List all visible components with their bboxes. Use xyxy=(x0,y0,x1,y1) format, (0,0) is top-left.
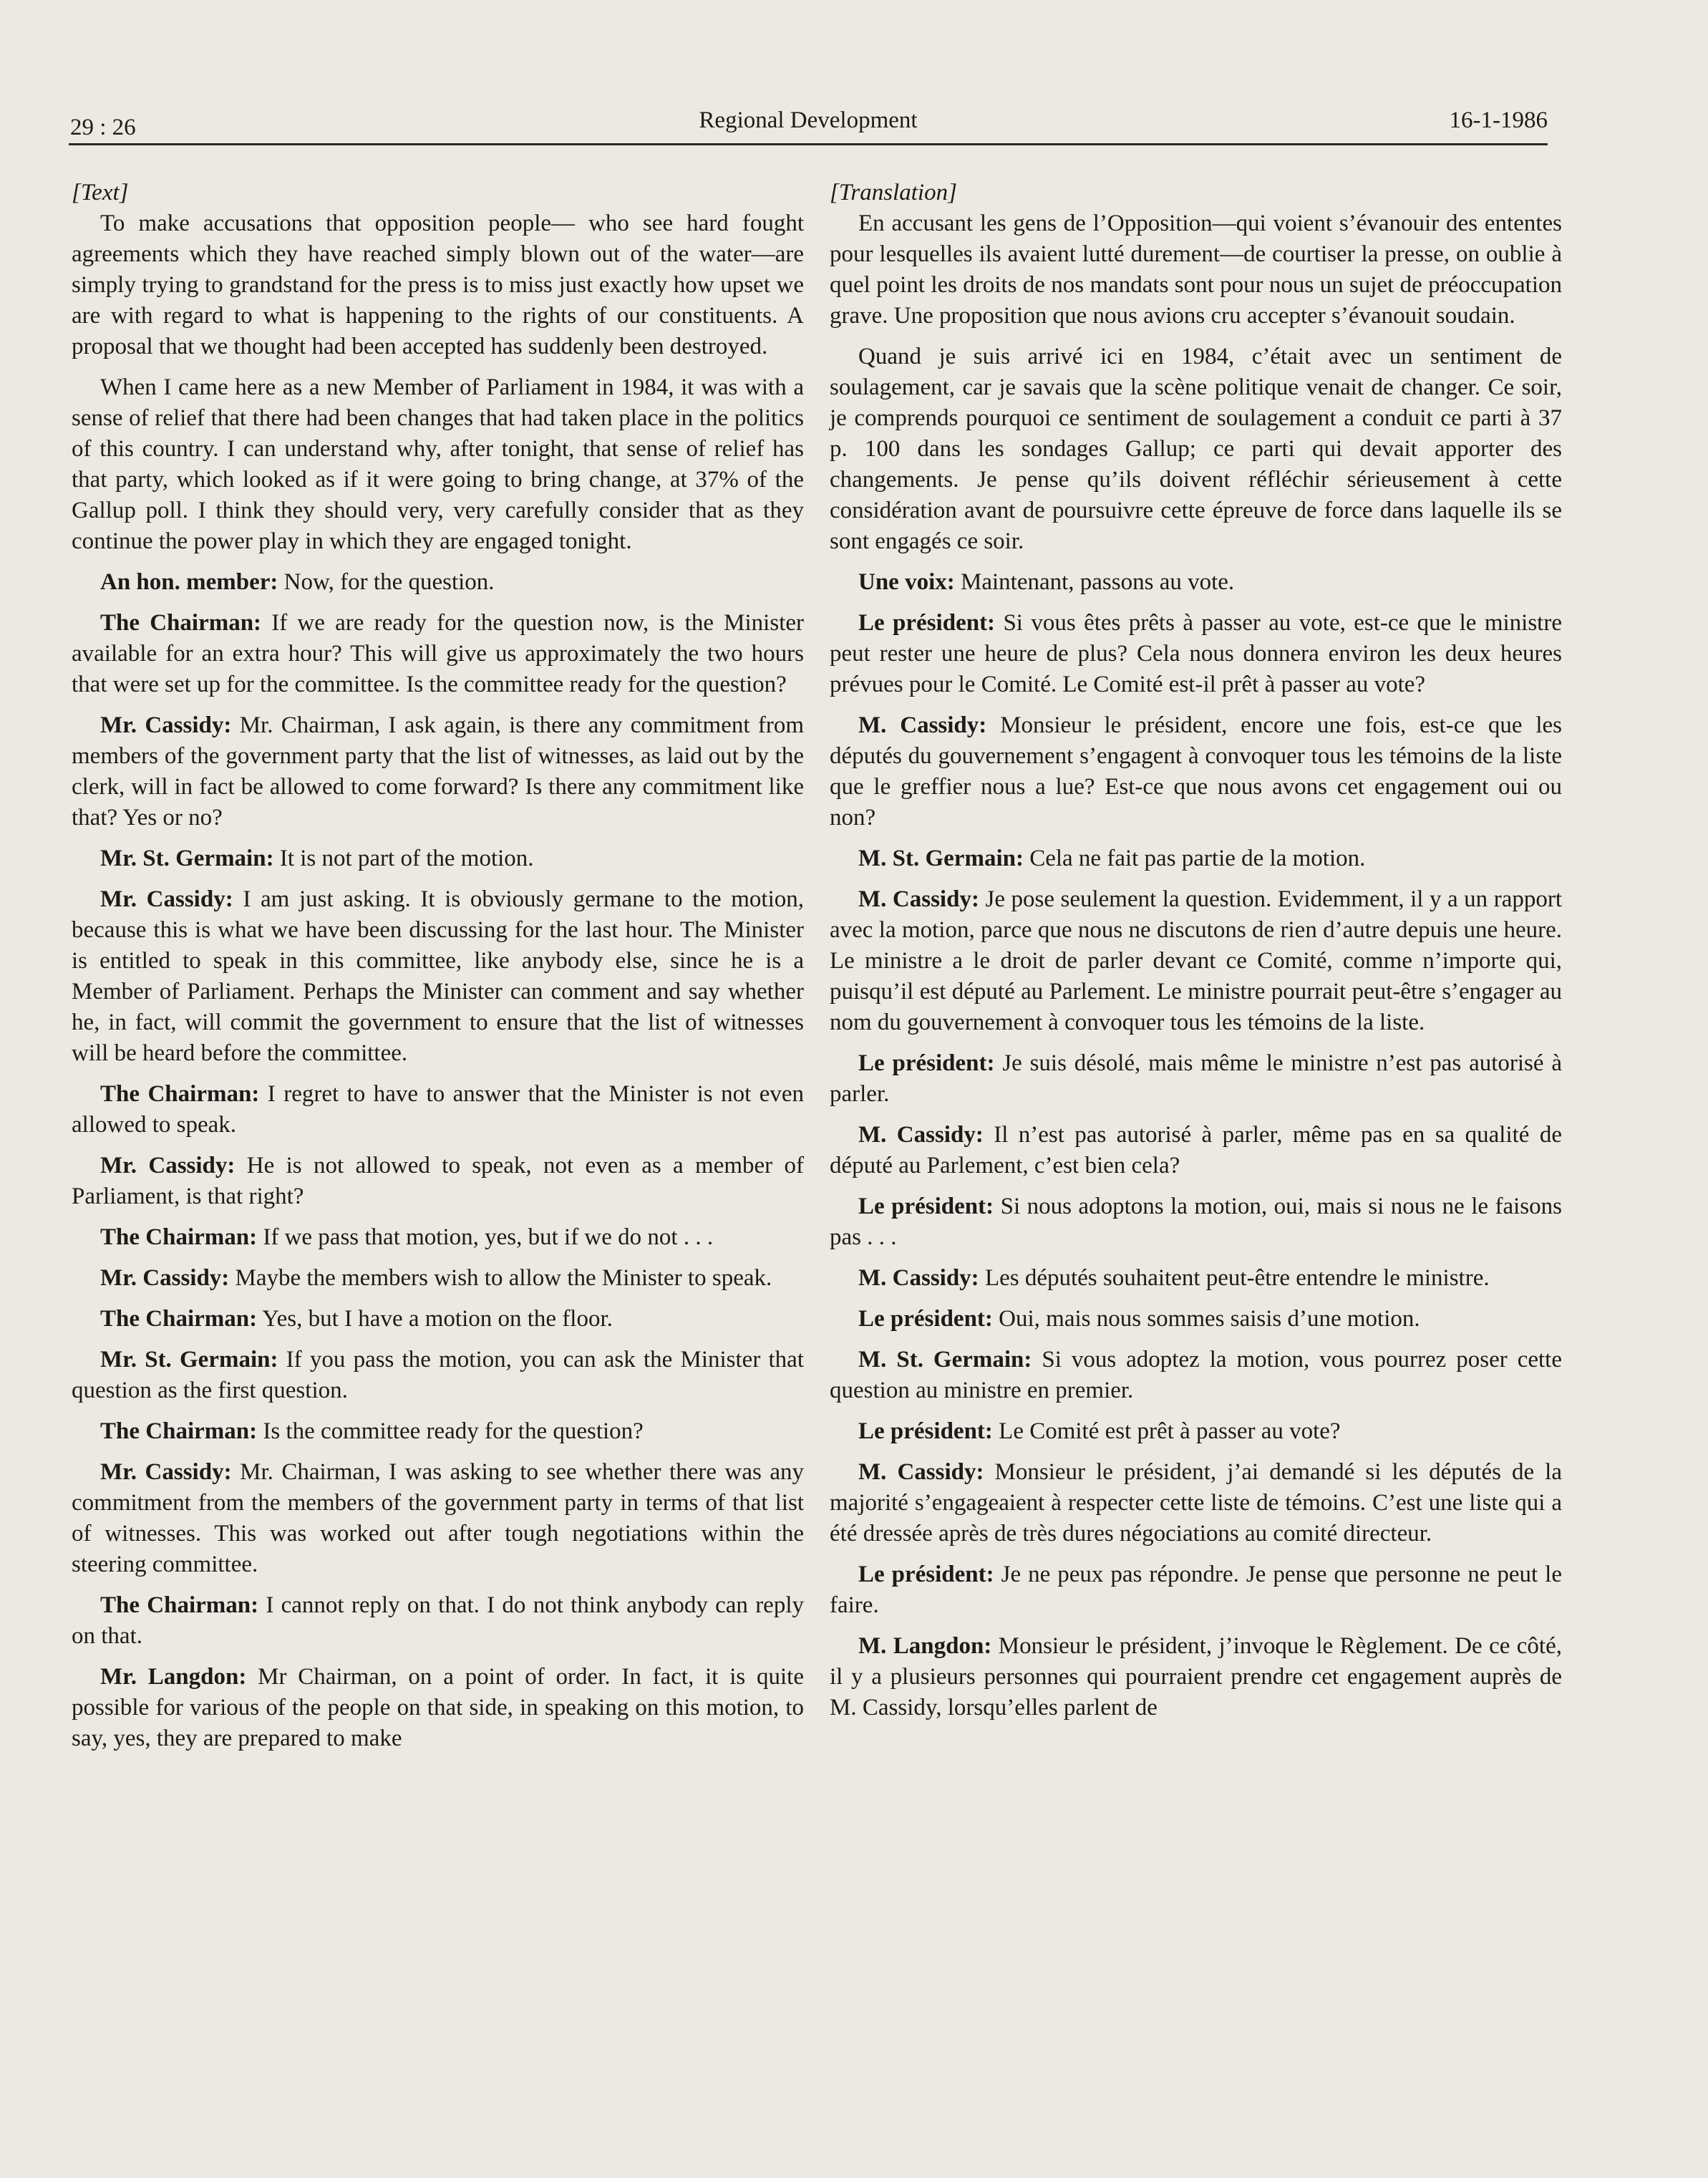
speech xyxy=(830,1304,1562,1335)
speech-text: Mr Chairman, on a point of order. In fact, it is quite possible for various of the people on that side, in speaking on this motion, to say, yes, they are prepared to make xyxy=(72,1664,804,1751)
paragraph: En accusant les gens de l’Opposition—qui voient s’évanouir des ententes pour lesquelles ils avaient lutté durement—de courtiser la presse, on oublie à quel point les droits de nos mandats sont pour nous un sujet de préoccupation grave. Une proposition que nous avions cru accepter s’évanouit soudain. xyxy=(830,210,1562,329)
speaker-name: Le président: xyxy=(858,1194,994,1219)
speech xyxy=(72,608,804,700)
speaker-name: The Chairman: xyxy=(100,1224,258,1250)
language-tag xyxy=(72,178,804,208)
speaker-name: Mr. St. Germain: xyxy=(100,1347,278,1373)
speech xyxy=(830,710,1562,833)
speech-text: Maintenant, passons au vote. xyxy=(954,569,1235,595)
speaker-name: M. Cassidy: xyxy=(858,1265,979,1291)
speaker-name: The Chairman: xyxy=(100,1418,258,1444)
speech-text: Now, for the question. xyxy=(278,569,495,595)
speech-text: I regret to have to answer that the Minister is not even allowed to speak. xyxy=(72,1081,804,1138)
speaker-name: Mr. Cassidy: xyxy=(100,1459,232,1485)
speaker-name: Mr. Cassidy: xyxy=(100,886,233,912)
speaker-name: The Chairman: xyxy=(100,610,262,636)
speech-text: Il n’est pas autorisé à parler, même pas en sa qualité de député au Parlement, c’est bien cela? xyxy=(830,1122,1562,1178)
speech-text: Cela ne fait pas partie de la motion. xyxy=(1023,846,1366,871)
speech-text: If you pass the motion, you can ask the Minister that question as the first question. xyxy=(72,1347,804,1403)
paragraph: When I came here as a new Member of Parliament in 1984, it was with a sense of relief that there had been changes that had taken place in the politics of this country. I can understand why, after tonight, that sense of relief has that party, which looked as if it were going to bring change, at 37% of the Gallup poll. I think they should very, very carefully consider that as they continue the power play in which they are engaged tonight. xyxy=(72,374,804,554)
speaker-name: Mr. Cassidy: xyxy=(100,712,232,738)
speaker-name: The Chairman: xyxy=(100,1306,258,1332)
speech-text: I cannot reply on that. I do not think anybody can reply on that. xyxy=(72,1592,804,1649)
speech-text: Je ne peux pas répondre. Je pense que personne ne peut le faire. xyxy=(830,1562,1562,1618)
tag-word: Text xyxy=(80,180,120,205)
tag-bracket-open: [ xyxy=(72,180,81,205)
speaker-name: Le président: xyxy=(858,1050,995,1076)
tag-bracket-close: ] xyxy=(119,180,129,205)
speaker-name: Le président: xyxy=(858,1418,993,1444)
speech-text: Monsieur le président, encore une fois, est-ce que les députés du gouvernement s’engagent à convoquer tous les témoins de la liste que le greffier nous a lue? Est-ce que nous avons cet engagement oui ou non? xyxy=(830,712,1562,831)
speaker-name: M. Cassidy: xyxy=(858,712,987,738)
speech xyxy=(72,1416,804,1447)
speech-text: Mr. Chairman, I ask again, is there any commitment from members of the government party that the list of witnesses, as laid out by the clerk, will in fact be allowed to come forward? Is there any commitment like that? Yes or no? xyxy=(72,712,804,831)
speech xyxy=(830,1191,1562,1253)
speech xyxy=(830,1048,1562,1110)
speech xyxy=(830,1457,1562,1549)
speech xyxy=(72,710,804,833)
speech xyxy=(830,1559,1562,1621)
tag-word: Translation xyxy=(838,180,948,205)
speech xyxy=(72,843,804,874)
language-tag xyxy=(830,178,1562,208)
speech-text: Je pose seulement la question. Evidemment, il y a un rapport avec la motion, parce que nous ne discutons de rien d’autre depuis une heure. Le ministre a le droit de parler devant ce Comité, comme n’importe qui, puisqu’il est député au Parlement. Le ministre pourrait peut-être s’engager au nom du gouvernement à convoquer tous les témoins de la liste. xyxy=(830,886,1562,1035)
speech xyxy=(72,1304,804,1335)
speaker-name: M. Langdon: xyxy=(858,1633,992,1659)
speaker-name: An hon. member: xyxy=(100,569,278,595)
speech-text: Oui, mais nous sommes saisis d’une motion. xyxy=(992,1306,1420,1332)
speech-text: Les députés souhaitent peut-être entendre le ministre. xyxy=(979,1265,1490,1291)
speech-text: Si vous êtes prêts à passer au vote, est-ce que le ministre peut rester une heure de plus? Cela nous donnera environ les deux heures prévues pour le Comité. Le Comité est-il prêt à passer au vote? xyxy=(830,610,1562,697)
paragraph: Quand je suis arrivé ici en 1984, c’était avec un sentiment de soulagement, car je savais que la scène politique venait de changer. Ce soir, je comprends pourquoi ce sentiment de soulagement a conduit ce parti à 37 p. 100 dans les sondages Gallup; ce parti qui devait apporter des changements. Je pense qu’ils doivent réfléchir sérieusement à cette considération avant de poursuivre cette épreuve de force dans laquelle ils se sont engagés ce soir. xyxy=(830,344,1562,554)
speech xyxy=(830,567,1562,598)
speech-text: Le Comité est prêt à passer au vote? xyxy=(992,1418,1341,1444)
speaker-name: M. St. Germain: xyxy=(858,846,1024,871)
speaker-name: Une voix: xyxy=(858,569,955,595)
running-title: Regional Development xyxy=(699,107,918,133)
speaker-name: Le président: xyxy=(858,1306,993,1332)
speech xyxy=(72,1079,804,1141)
french-column xyxy=(830,178,1562,1733)
speech xyxy=(72,567,804,598)
speech-text: He is not allowed to speak, not even as a member of Parliament, is that right? xyxy=(72,1153,805,1209)
speech-text: Je suis désolé, mais même le ministre n’est pas autorisé à parler. xyxy=(830,1050,1562,1107)
speaker-name: Mr. St. Germain: xyxy=(100,846,274,871)
speech-text: Monsieur le président, j’invoque le Règlement. De ce côté, il y a plusieurs personnes qui pourraient prendre cet engagement auprès de M. Cassidy, lorsqu’elles parlent de xyxy=(830,1633,1562,1720)
speech-text: Monsieur le président, j’ai demandé si les députés de la majorité s’engageaient à respecter cette liste de témoins. C’est une liste qui a été dressée après de très dures négociations au comité directeur. xyxy=(830,1459,1562,1547)
speech xyxy=(72,1590,804,1652)
speaker-name: M. St. Germain: xyxy=(858,1347,1032,1373)
speech-text: If we pass that motion, yes, but if we do not . . . xyxy=(257,1224,714,1250)
speech xyxy=(830,1263,1562,1294)
tag-bracket-open: [ xyxy=(830,180,839,205)
speech-text: Is the committee ready for the question? xyxy=(257,1418,644,1444)
speaker-name: Le président: xyxy=(858,610,996,636)
speech xyxy=(72,1263,804,1294)
speech xyxy=(72,1457,804,1580)
speech-text: If we are ready for the question now, is the Minister available for an extra hour? This will give us approximately the two hours that were set up for the committee. Is the committee ready for the question? xyxy=(72,610,805,697)
speaker-name: Mr. Cassidy: xyxy=(100,1153,236,1178)
speaker-name: Mr. Cassidy: xyxy=(100,1265,230,1291)
speaker-name: M. Cassidy: xyxy=(858,886,979,912)
sitting-date: 16-1-1986 xyxy=(1449,107,1548,133)
speaker-name: M. Cassidy: xyxy=(858,1459,984,1485)
page-header xyxy=(69,99,1548,145)
speech-text: Yes, but I have a motion on the floor. xyxy=(257,1306,613,1332)
speech-text: Maybe the members wish to allow the Minister to speak. xyxy=(229,1265,772,1291)
speaker-name: The Chairman: xyxy=(100,1592,259,1618)
paragraph: To make accusations that opposition people— who see hard fought agreements which they have reached simply blown out of the water—are simply trying to grandstand for the press is to miss just exactly how upset we are with regard to what is happening to the rights of our constituents. A proposal that we thought had been accepted has suddenly been destroyed. xyxy=(72,210,804,359)
speech-text: Si vous adoptez la motion, vous pourrez poser cette question au ministre en premier. xyxy=(830,1347,1562,1403)
page-number: 29 : 26 xyxy=(70,115,136,140)
english-column xyxy=(72,178,804,1764)
tag-bracket-close: ] xyxy=(948,180,957,205)
speech xyxy=(72,1345,804,1406)
speech xyxy=(830,843,1562,874)
speech xyxy=(72,1151,804,1212)
speech xyxy=(72,1222,804,1253)
speech-text: Mr. Chairman, I was asking to see whether there was any commitment from the members of the government party in terms of that list of witnesses. This was worked out after tough negotiations within the steering committee. xyxy=(72,1459,804,1577)
speech xyxy=(830,1416,1562,1447)
speaker-name: M. Cassidy: xyxy=(858,1122,984,1148)
speaker-name: The Chairman: xyxy=(100,1081,260,1107)
speech xyxy=(830,1345,1562,1406)
speaker-name: Le président: xyxy=(858,1562,994,1587)
speech-text: It is not part of the motion. xyxy=(273,846,534,871)
speaker-name: Mr. Langdon: xyxy=(100,1664,247,1690)
speech-text: Si nous adoptons la motion, oui, mais si nous ne le faisons pas . . . xyxy=(830,1194,1562,1250)
speech xyxy=(72,884,804,1069)
speech xyxy=(72,1662,804,1754)
speech xyxy=(830,608,1562,700)
speech xyxy=(830,1631,1562,1723)
speech-text: I am just asking. It is obviously germane to the motion, because this is what we have been discussing for the last hour. The Minister is entitled to speak in this committee, like anybody else, since he is a Member of Parliament. Perhaps the Minister can comment and say whether he, in fact, will commit the government to ensure that the list of witnesses will be heard before the committee. xyxy=(72,886,804,1066)
speech xyxy=(830,1120,1562,1181)
speech xyxy=(830,884,1562,1038)
